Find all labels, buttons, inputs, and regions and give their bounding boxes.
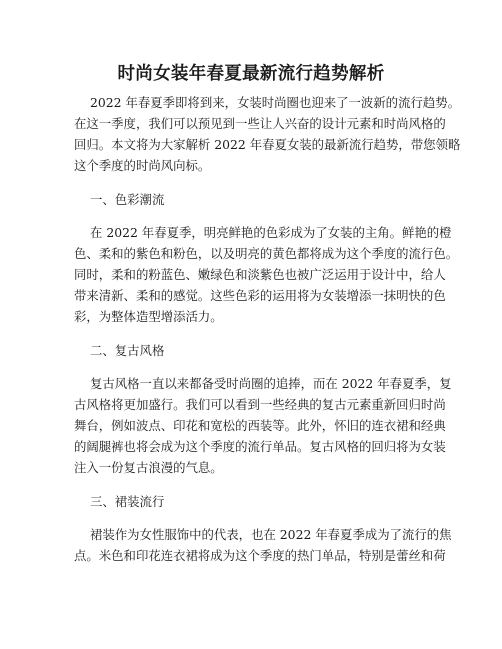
colors-line-2: 色、柔和的紫色和粉色，以及明亮的黄色都将成为这个季度的流行色。 xyxy=(74,246,459,261)
retro-line-5: 注入一份复古浪漫的气息。 xyxy=(74,460,223,475)
document-title: 时尚女装年春夏最新流行趋势解析 xyxy=(117,64,385,84)
colors-line-1: 在 2022 年春夏季，明亮鲜艳的色彩成为了女装的主角。鲜艳的橙 xyxy=(90,225,452,240)
retro-line-2: 古风格将更加盛行。我们可以看到一些经典的复古元素重新回归时尚 xyxy=(74,397,446,412)
retro-line-1: 复古风格一直以来都备受时尚圈的追捧，而在 2022 年春夏季，复 xyxy=(90,376,452,391)
intro-line-2: 在这一季度，我们可以预见到一些让人兴奋的设计元素和时尚风格的 xyxy=(74,116,446,131)
dresses-line-1: 裙装作为女性服饰中的代表，也在 2022 年春夏季成为了流行的焦 xyxy=(90,527,452,542)
dresses-line-2: 点。米色和印花连衣裙将成为这个季度的热门单品，特别是蕾丝和荷 xyxy=(74,548,446,563)
intro-line-1: 2022 年春夏季即将到来，女装时尚圈也迎来了一波新的流行趋势。 xyxy=(90,95,461,110)
colors-line-5: 彩，为整体造型增添活力。 xyxy=(74,309,223,324)
section-heading-colors: 一、色彩潮流 xyxy=(90,192,165,207)
colors-line-3: 同时，柔和的粉蓝色、嫩绿色和淡紫色也被广泛运用于设计中，给人 xyxy=(74,267,446,282)
retro-line-4: 的阔腿裤也将会成为这个季度的流行单品。复古风格的回归将为女装 xyxy=(74,439,446,454)
section-heading-dresses: 三、裙装流行 xyxy=(90,494,165,509)
section-heading-retro: 二、复古风格 xyxy=(90,343,165,358)
colors-line-4: 带来清新、柔和的感觉。这些色彩的运用将为女装增添一抹明快的色 xyxy=(74,288,446,303)
retro-line-3: 舞台，例如波点、印花和宽松的西装等。此外，怀旧的连衣裙和经典 xyxy=(74,418,446,433)
intro-line-4: 这个季度的时尚风向标。 xyxy=(74,158,211,173)
intro-line-3: 回归。本文将为大家解析 2022 年春夏女装的最新流行趋势，带您领略 xyxy=(74,137,461,152)
